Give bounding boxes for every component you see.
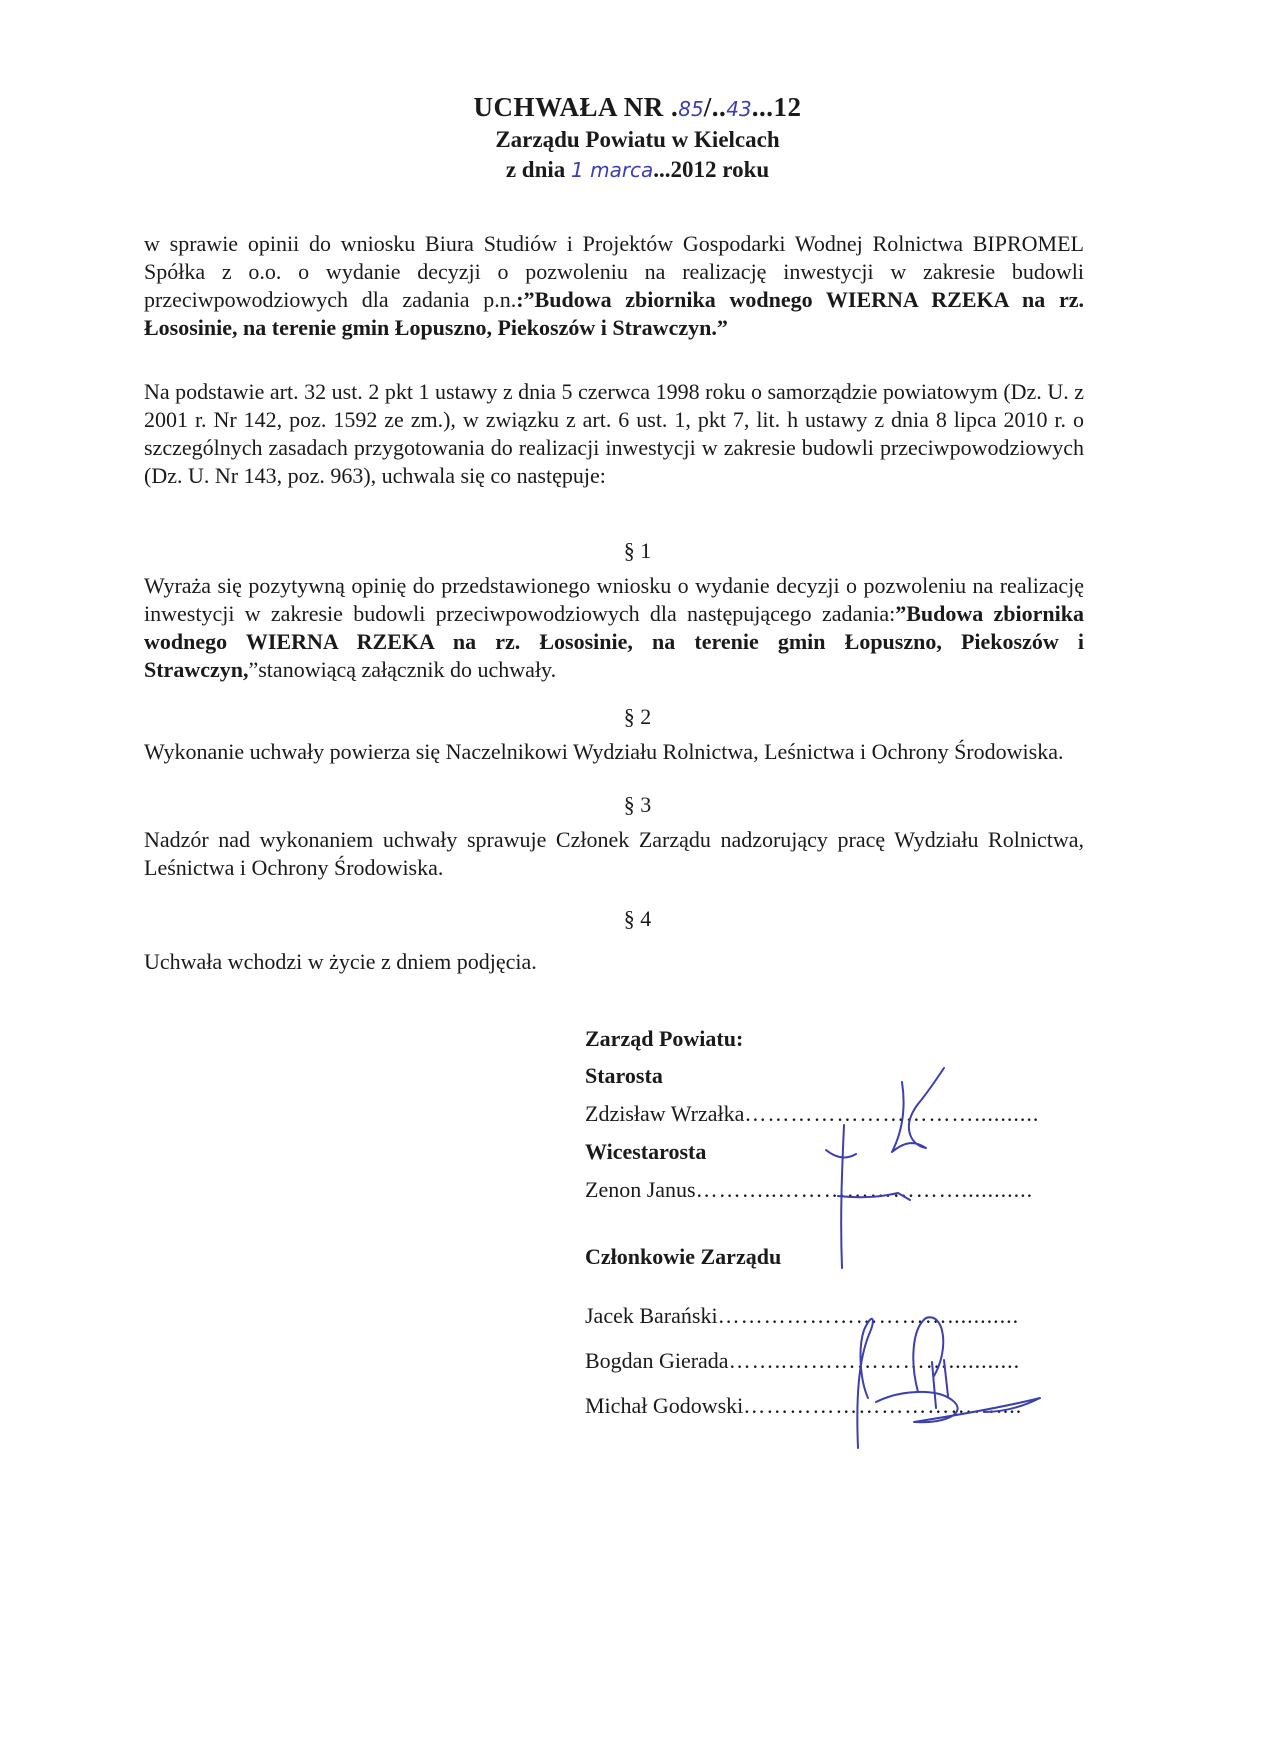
section-3-text: Nadzór nad wykonaniem uchwały sprawuje Członek Zarządu nadzorujący pracę Wydziału Rolnictwa, Leśnictwa i Ochrony Środowiska.: [144, 827, 1084, 880]
vice-name: Zenon Janus: [585, 1177, 696, 1202]
handwritten-number: 85: [678, 97, 704, 121]
member3-signature-line: [585, 1392, 1022, 1420]
starosta-heading: Starosta: [585, 1063, 663, 1088]
title-mid: /..: [703, 92, 727, 122]
member1-dots: …………………………...........: [717, 1303, 1020, 1328]
section-1-task-name: ”Budowa zbiornika wodnego WIERNA RZEKA na rz. Łososinie, na terenie gmin Łopuszno, Piekoszów i Strawczyn,: [144, 601, 1085, 682]
members-heading: Członkowie Zarządu: [585, 1244, 782, 1269]
vice-heading: Wicestarosta: [585, 1139, 707, 1164]
member1-signature-line: [585, 1302, 1019, 1330]
resolution-title: [0, 92, 1275, 124]
date-prefix: z dnia: [505, 157, 571, 182]
vice-signature-line: [585, 1176, 1033, 1204]
subject-task-name: :”Budowa zbiornika wodnego WIERNA RZEKA na rz. Łososinie, na terenie gmin Łopuszno, Piekoszów i Strawczyn.”: [144, 287, 1084, 340]
section-4-text: Uchwała wchodzi w życie z dniem podjęcia.: [144, 949, 537, 974]
section-2-sign: § 2: [623, 704, 652, 729]
starosta-signature-line: [585, 1100, 1039, 1128]
member2-name: Bogdan Gierada: [585, 1348, 729, 1373]
section-1-plain: Wyraża się pozytywną opinię do przedstawionego wniosku o wydanie decyzji o pozwoleniu na realizację inwestycji w zakresie budowli przeciwpowodziowych dla następującego zadania:: [144, 573, 1084, 626]
title-prefix: UCHWAŁA NR .: [473, 92, 679, 122]
section-3-sign: § 3: [623, 792, 652, 817]
date-suffix: ...2012 roku: [653, 157, 770, 182]
board-heading: Zarząd Powiatu:: [585, 1026, 744, 1051]
handwritten-date: 1 marca: [571, 158, 654, 182]
legal-basis-paragraph: Na podstawie art. 32 ust. 2 pkt 1 ustawy z dnia 5 czerwca 1998 roku o samorządzie powiatowym (Dz. U. z 2001 r. Nr 142, poz. 1592 ze zm.), w związku z art. 6 ust. 1, pkt 7, lit. h ustawy z dnia 8 lipca 2010 r. o szczególnych zasadach przygotowania do realizacji inwestycji w zakresie budowli przeciwpowodziowych (Dz. U. Nr 143, poz. 963), uchwala się co następuje:: [144, 379, 1084, 488]
member3-dots: ……………………………....: [743, 1393, 1023, 1418]
member1-signature-mark: [857, 1319, 873, 1448]
member2-signature-line: [585, 1347, 1020, 1375]
section-1-text: [144, 572, 1084, 684]
vice-dots: ………..……………………...........: [695, 1177, 1034, 1202]
subject-paragraph: [144, 230, 1084, 342]
member3-name: Michał Godowski: [585, 1393, 744, 1418]
member2-dots: ……..…………………...........: [728, 1348, 1021, 1373]
member1-name: Jacek Barański: [585, 1303, 718, 1328]
section-4-sign: § 4: [623, 906, 652, 931]
starosta-name: Zdzisław Wrzałka: [585, 1101, 745, 1126]
handwritten-number-2: 43: [726, 97, 752, 121]
section-1-sign: § 1: [623, 538, 652, 563]
subject-text: w sprawie opinii do wniosku Biura Studiów i Projektów Gospodarki Wodnej Rolnictwa BIPROMEL Spółka z o.o. o wydanie decyzji o pozwoleniu na realizację inwestycji w zakresie budowli przeciwpowodziowych dla zadania p.n.: [144, 231, 1084, 312]
section-1-tail: ”stanowiącą załącznik do uchwały.: [248, 657, 557, 682]
resolution-date: [0, 155, 1275, 185]
section-2-text: Wykonanie uchwały powierza się Naczelnikowi Wydziału Rolnictwa, Leśnictwa i Ochrony Środowiska.: [144, 739, 1064, 764]
title-suffix: ...12: [751, 92, 802, 122]
issuing-body: Zarządu Powiatu w Kielcach: [495, 127, 780, 152]
starosta-dots: …………………………..........: [744, 1101, 1040, 1126]
